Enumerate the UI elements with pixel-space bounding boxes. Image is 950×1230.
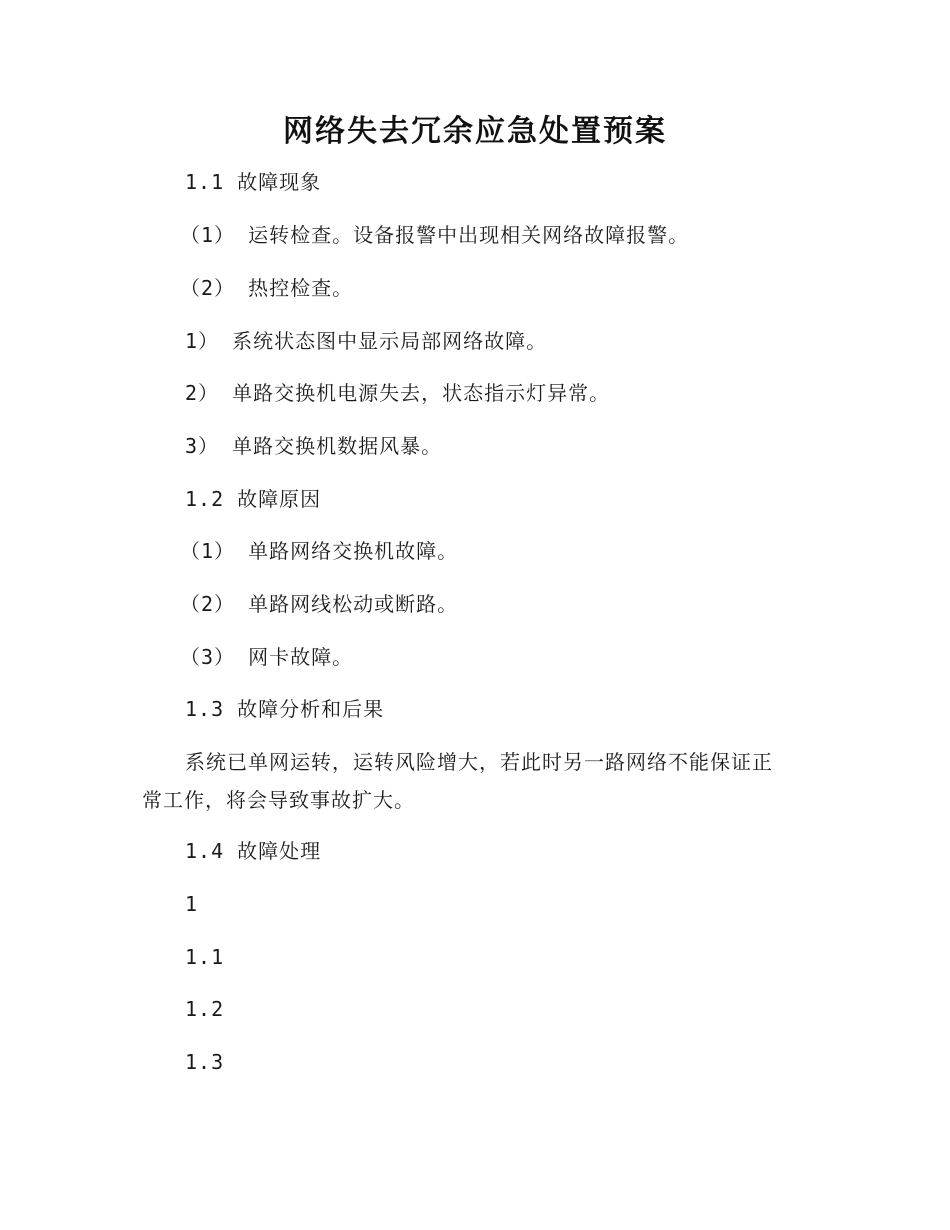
list-item: （2） 热控检查。 bbox=[180, 276, 354, 300]
list-item: 1） 系统状态图中显示局部网络故障。 bbox=[185, 329, 548, 353]
list-item: （3） 网卡故障。 bbox=[180, 645, 354, 669]
outline-number: 1.2 bbox=[185, 997, 225, 1021]
section-heading-1-4: 1.4 故障处理 bbox=[185, 839, 322, 863]
document-title: 网络失去冗余应急处置预案 bbox=[283, 114, 667, 149]
outline-number: 1.3 bbox=[185, 1050, 225, 1074]
list-item: （2） 单路网线松动或断路。 bbox=[180, 592, 459, 616]
section-heading-1-1: 1.1 故障现象 bbox=[185, 170, 322, 194]
section-heading-1-2: 1.2 故障原因 bbox=[185, 487, 322, 511]
list-item: 3） 单路交换机数据风暴。 bbox=[185, 434, 443, 458]
list-item: （1） 运转检查。设备报警中出现相关网络故障报警。 bbox=[180, 223, 690, 247]
outline-number: 1 bbox=[185, 892, 199, 916]
section-heading-1-3: 1.3 故障分析和后果 bbox=[185, 697, 385, 721]
list-item: 2） 单路交换机电源失去，状态指示灯异常。 bbox=[185, 381, 611, 405]
list-item: （1） 单路网络交换机故障。 bbox=[180, 539, 459, 563]
paragraph-line: 常工作，将会导致事故扩大。 bbox=[142, 788, 415, 812]
paragraph-line: 系统已单网运转，运转风险增大，若此时另一路网络不能保证正 bbox=[185, 750, 773, 774]
outline-number: 1.1 bbox=[185, 945, 225, 969]
